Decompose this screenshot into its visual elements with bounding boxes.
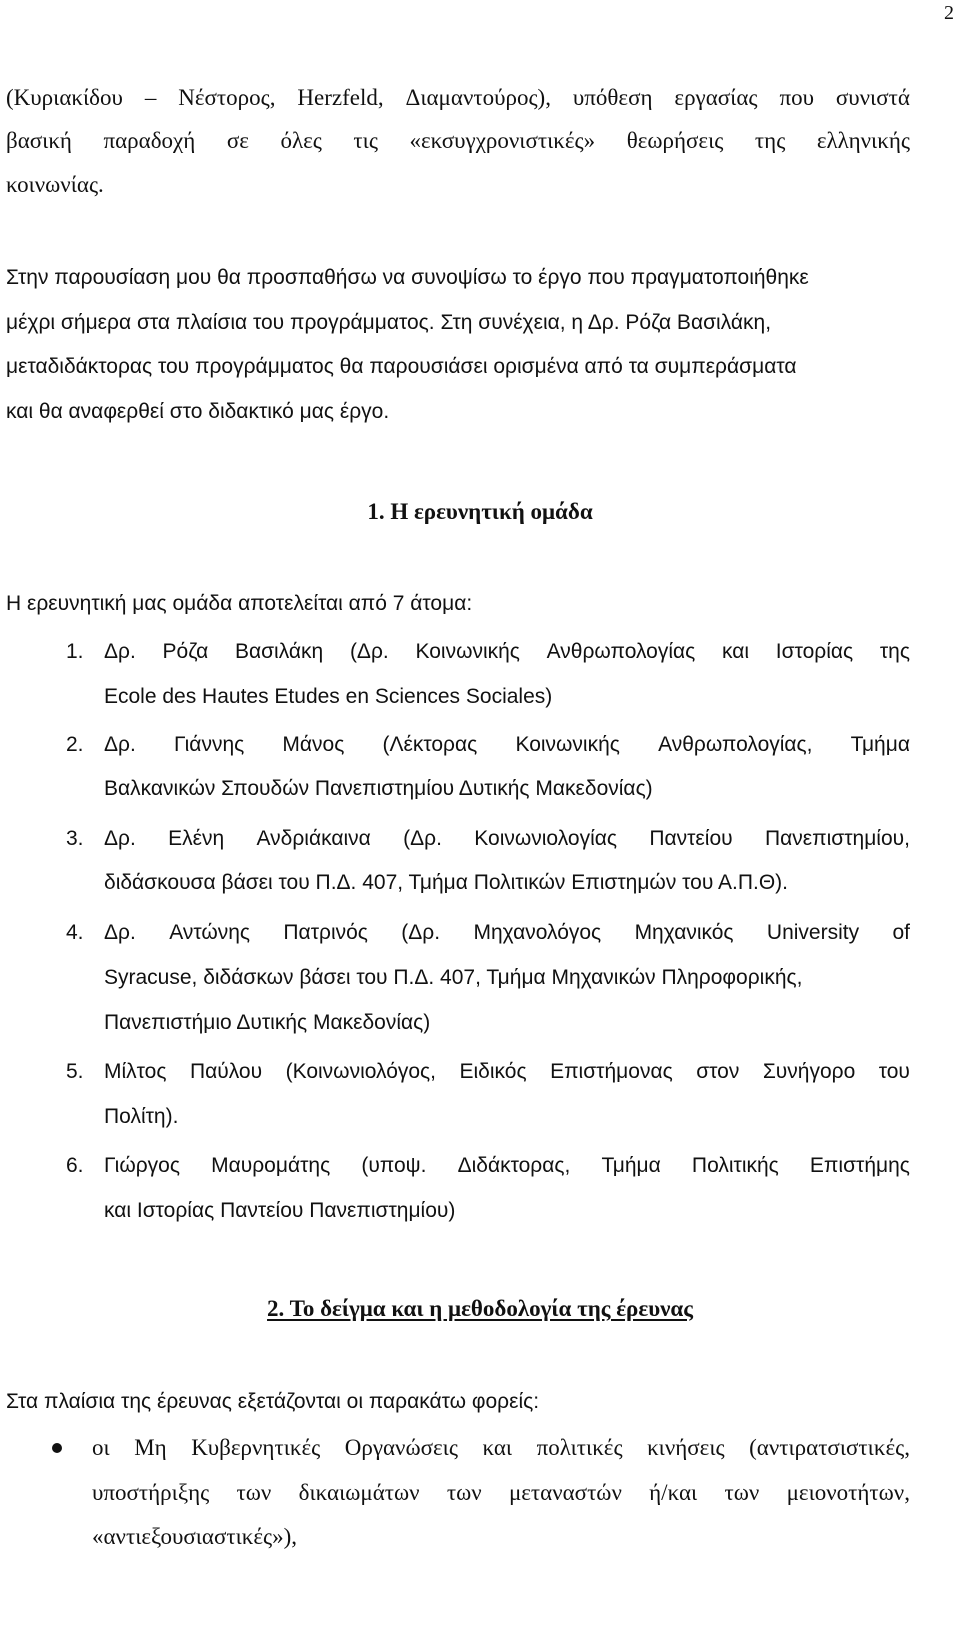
word: Ανδριάκαινα	[256, 827, 371, 850]
presentation-line-1: Στην παρουσίαση μου θα προσπαθήσω να συνοψίσω το έργο που πραγματοποιήθηκε	[6, 266, 809, 289]
word: Τμήμα	[850, 733, 910, 756]
word: Κυβερνητικές	[191, 1435, 321, 1460]
member-3-number: 3.	[66, 827, 84, 850]
word: (Κοινωνιολόγος,	[285, 1060, 437, 1083]
word: of	[892, 921, 910, 944]
member-5-line-1	[104, 1061, 910, 1082]
page-number: 2	[944, 2, 954, 24]
word: Κοινωνικής	[515, 733, 620, 756]
word: Πανεπιστημίου,	[764, 827, 910, 850]
presentation-line-2: μέχρι σήμερα στα πλαίσια του προγράμματος. Στη συνέχεια, η Δρ. Ρόζα Βασιλάκη,	[6, 311, 772, 334]
word: Οργανώσεις	[344, 1435, 458, 1460]
word: (Λέκτορας	[382, 733, 478, 756]
bullet-1-line-2	[92, 1481, 910, 1504]
word: Δρ.	[104, 640, 136, 663]
section-1-heading: 1. Η ερευνητική ομάδα	[367, 499, 593, 524]
word: Μηχανικός	[634, 921, 734, 944]
word: Δρ.	[104, 733, 136, 756]
word: Επιστήμονας	[550, 1060, 673, 1083]
word: παραδοχή	[103, 128, 196, 153]
word: Κοινωνιολογίας	[474, 827, 617, 850]
word: δικαιωμάτων	[298, 1480, 420, 1505]
word: Γιώργος	[104, 1154, 180, 1177]
word: Ανθρωπολογίας	[546, 640, 696, 663]
word: υποστήριξης	[92, 1480, 210, 1505]
member-2-line-1	[104, 734, 910, 755]
member-1-number: 1.	[66, 640, 84, 663]
word: Πατρινός	[283, 921, 368, 944]
word: της	[754, 128, 786, 153]
word: Μάνος	[282, 733, 345, 756]
word: Μαυρομάτης	[211, 1154, 331, 1177]
word: Μηχανολόγος	[473, 921, 602, 944]
word: Ιστορίας	[775, 640, 854, 663]
word: Ελένη	[168, 827, 225, 850]
word: των	[236, 1480, 272, 1505]
word: τις	[353, 128, 378, 153]
word: ελληνικής	[816, 128, 910, 153]
word: Ειδικός	[459, 1060, 527, 1083]
word: βασική	[6, 128, 72, 153]
word: «εκσυγχρονιστικές»	[409, 128, 596, 153]
section-2-heading: 2. Το δείγμα και η μεθοδολογία της έρευνας	[267, 1296, 693, 1321]
member-3-line-1	[104, 828, 910, 849]
word: Ρόζα	[162, 640, 209, 663]
word: Πολιτικής	[691, 1154, 779, 1177]
word: Μη	[134, 1435, 167, 1460]
member-5-line-2: Πολίτη).	[104, 1105, 179, 1128]
word: ή/και	[649, 1480, 698, 1505]
member-2-line-2: Βαλκανικών Σπουδών Πανεπιστημίου Δυτικής Μακεδονίας)	[104, 777, 653, 800]
word: Επιστήμης	[809, 1154, 910, 1177]
word: των	[446, 1480, 482, 1505]
word: Διδάκτορας,	[457, 1154, 571, 1177]
bullet-1-line-1	[92, 1436, 910, 1459]
section-2-intro: Στα πλαίσια της έρευνας εξετάζονται οι παρακάτω φορείς:	[6, 1390, 540, 1413]
word: υπόθεση	[572, 85, 653, 110]
word: σε	[226, 128, 249, 153]
member-6-line-2: και Ιστορίας Παντείου Πανεπιστημίου)	[104, 1199, 456, 1222]
word: μειονοτήτων,	[786, 1480, 910, 1505]
word: και	[722, 640, 750, 663]
presentation-line-3: μεταδιδάκτορας του προγράμματος θα παρουσιάσει ορισμένα από τα συμπεράσματα	[6, 355, 797, 378]
word: οι	[92, 1435, 110, 1460]
word: των	[724, 1480, 760, 1505]
member-2-number: 2.	[66, 733, 84, 756]
word: Νέστορος,	[178, 85, 276, 110]
word: (αντιρατσιστικές,	[749, 1435, 910, 1460]
member-1-line-1	[104, 641, 910, 662]
word: στον	[696, 1060, 740, 1083]
word: Δρ.	[104, 827, 136, 850]
intro-line-2	[6, 129, 910, 152]
word: κινήσεις	[647, 1435, 725, 1460]
member-4-number: 4.	[66, 921, 84, 944]
word: της	[879, 640, 910, 663]
word: Βασιλάκη	[234, 640, 324, 663]
word: (Δρ.	[349, 640, 389, 663]
word: Δρ.	[104, 921, 136, 944]
word: εργασίας	[674, 85, 758, 110]
word: Αντώνης	[169, 921, 251, 944]
member-1-line-2: Ecole des Hautes Etudes en Sciences Sociales)	[104, 685, 553, 708]
intro-line-3: κοινωνίας.	[6, 172, 104, 197]
word: και	[482, 1435, 513, 1460]
word: Ανθρωπολογίας,	[658, 733, 813, 756]
section-1-intro: Η ερευνητική μας ομάδα αποτελείται από 7 άτομα:	[6, 592, 473, 615]
word: πολιτικές	[536, 1435, 623, 1460]
word: Διαμαντούρος),	[405, 85, 551, 110]
word: Herzfeld,	[297, 85, 384, 110]
member-4-line-1	[104, 922, 910, 943]
word: Γιάννης	[173, 733, 245, 756]
word: συνιστά	[835, 85, 910, 110]
word: (Δρ.	[401, 921, 441, 944]
word: μεταναστών	[508, 1480, 622, 1505]
bullet-icon	[52, 1443, 62, 1453]
word: (Κυριακίδου	[6, 85, 123, 110]
word: που	[779, 85, 814, 110]
word: –	[144, 85, 157, 110]
word: όλες	[280, 128, 322, 153]
intro-line-1	[6, 86, 910, 109]
word: Κοινωνικής	[415, 640, 520, 663]
word: του	[878, 1060, 910, 1083]
word: Παύλου	[189, 1060, 263, 1083]
word: Τμήμα	[601, 1154, 661, 1177]
word: Συνήγορο	[762, 1060, 856, 1083]
word: (Δρ.	[403, 827, 442, 850]
word: University	[766, 921, 860, 944]
word: θεωρήσεις	[626, 128, 724, 153]
presentation-line-4: και θα αναφερθεί στο διδακτικό μας έργο.	[6, 400, 390, 423]
word: Παντείου	[649, 827, 733, 850]
member-6-line-1	[104, 1155, 910, 1176]
member-6-number: 6.	[66, 1154, 84, 1177]
member-4-line-2: Syracuse, διδάσκων βάσει του Π.Δ. 407, Τμήμα Μηχανικών Πληροφορικής,	[104, 966, 803, 989]
member-5-number: 5.	[66, 1060, 84, 1083]
word: Μίλτος	[104, 1060, 167, 1083]
word: (υποψ.	[361, 1154, 427, 1177]
member-4-line-3: Πανεπιστήμιο Δυτικής Μακεδονίας)	[104, 1011, 431, 1034]
bullet-1-line-3: «αντιεξουσιαστικές»),	[92, 1524, 298, 1549]
member-3-line-2: διδάσκουσα βάσει του Π.Δ. 407, Τμήμα Πολιτικών Επιστημών του Α.Π.Θ).	[104, 871, 789, 894]
